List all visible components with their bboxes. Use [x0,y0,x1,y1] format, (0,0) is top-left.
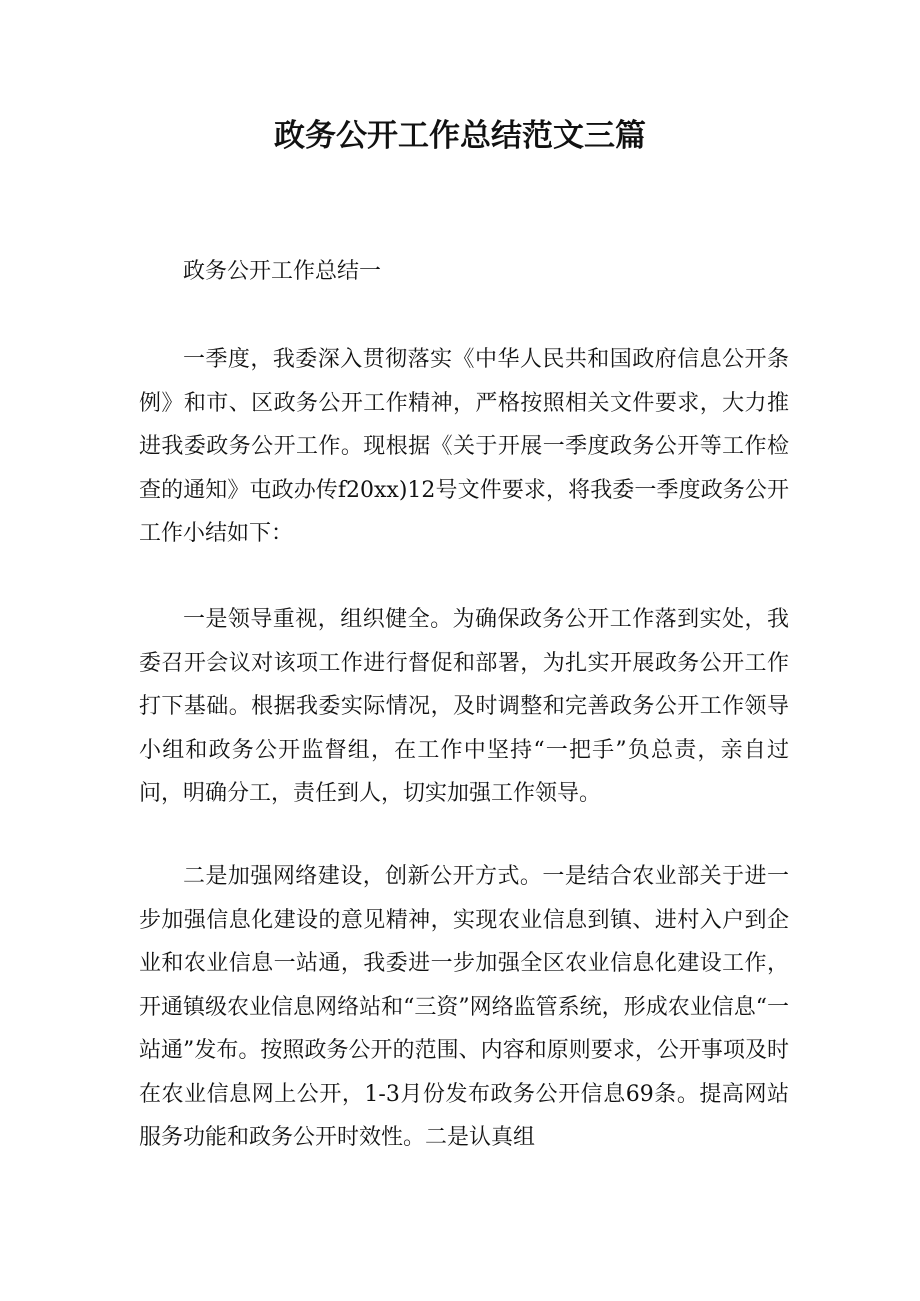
section-heading: 政务公开工作总结一 [183,259,382,284]
paragraph-3: 二是加强网络建设，创新公开方式。一是结合农业部关于进一步加强信息化建设的意见精神，实现农业信息到镇、进村入户到企业和农业信息一站通，我委进一步加强全区农业信息化建设工作，开通镇级农业信息网络站和“三资”网络监管系统，形成农业信息“一站通”发布。按照政务公开的范围、内容和原则要求，公开事项及时在农业信息网上公开，1-3月份发布政务公开信息69条。提高网站服务功能和政务公开时效性。二是认真组 [139,864,789,1150]
paragraph-1: 一季度，我委深入贯彻落实《中华人民共和国政府信息公开条例》和市、区政务公开工作精神，严格按照相关文件要求，大力推进我委政务公开工作。现根据《关于开展一季度政务公开等工作检查的通知》屯政办传f20xx)12号文件要求，将我委一季度政务公开工作小结如下： [139,347,789,546]
document-title: 政务公开工作总结范文三篇 [274,118,646,154]
paragraph-2: 一是领导重视，组织健全。为确保政务公开工作落到实处，我委召开会议对该项工作进行督促和部署，为扎实开展政务公开工作打下基础。根据我委实际情况，及时调整和完善政务公开工作领导小组和政务公开监督组，在工作中坚持“一把手”负总责，亲自过问，明确分工，责任到人，切实加强工作领导。 [139,607,789,806]
